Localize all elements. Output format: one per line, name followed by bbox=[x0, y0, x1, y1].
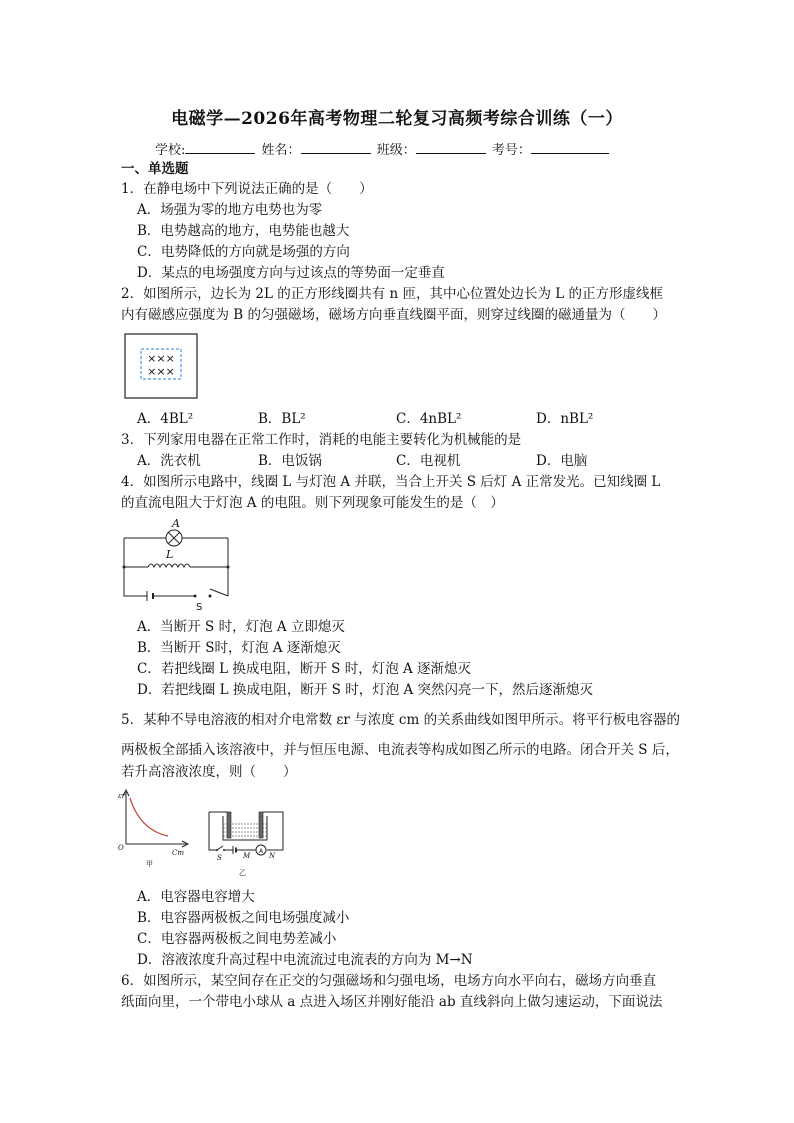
q4-option-d[interactable]: D．若把线圈 L 换成电阻，断开 S 时，灯泡 A 突然闪亮一下，然后逐渐熄灭 bbox=[137, 682, 594, 698]
q4-circuit-figure bbox=[120, 516, 232, 612]
name-label: 姓名： bbox=[261, 143, 301, 158]
q5-stem-line3: 若升高溶液浓度，则（ ） bbox=[121, 764, 297, 780]
q2-stem-line1: 2．如图所示，边长为 2L 的正方形线圈共有 n 匝，其中心位置处边长为 L 的正方形虚线框 bbox=[121, 286, 664, 302]
q4-switch-label: S bbox=[196, 602, 203, 613]
q3-option-a[interactable]: A．洗衣机 bbox=[137, 453, 201, 469]
q2-coil-figure bbox=[124, 333, 198, 399]
q1-option-c[interactable]: C．电势降低的方向就是场强的方向 bbox=[137, 244, 350, 260]
q2-option-b[interactable]: B．BL² bbox=[258, 411, 306, 427]
q5-option-a[interactable]: A．电容器电容增大 bbox=[137, 889, 255, 905]
q4-coil-icon bbox=[148, 564, 190, 567]
school-blank[interactable] bbox=[185, 140, 255, 154]
q1-option-d[interactable]: D．某点的电场强度方向与过该点的等势面一定垂直 bbox=[137, 265, 445, 281]
q5-axis-origin: O bbox=[118, 844, 124, 852]
q4-option-c[interactable]: C．若把线圈 L 换成电阻，断开 S 时，灯泡 A 逐渐熄灭 bbox=[137, 661, 472, 677]
q5-fig-jia-caption: 甲 bbox=[146, 860, 153, 868]
q1-stem: 1．在静电场中下列说法正确的是（ ） bbox=[121, 181, 373, 197]
q5-option-b[interactable]: B．电容器两极板之间电场强度减小 bbox=[137, 910, 350, 926]
q5-plate-left bbox=[227, 812, 231, 838]
q6-stem-line1: 6．如图所示，某空间存在正交的匀强磁场和匀强电场，电场方向水平向右，磁场方向垂直 bbox=[121, 973, 657, 989]
q5-option-d[interactable]: D．溶液浓度升高过程中电流流过电流表的方向为 M→N bbox=[137, 952, 473, 968]
svg-text:A: A bbox=[258, 848, 264, 855]
q2-field-marks-row1: ××× bbox=[147, 352, 175, 365]
q4-lamp-label: A bbox=[172, 517, 180, 530]
q4-switch-blade bbox=[210, 589, 228, 596]
q5-plate-right bbox=[259, 812, 263, 838]
q3-option-d[interactable]: D．电脑 bbox=[536, 453, 588, 469]
q6-stem-line2: 纸面向里，一个带电小球从 a 点进入场区并刚好能沿 ab 直线斜向上做匀速运动，下面说法 bbox=[121, 994, 663, 1010]
q5-curve bbox=[130, 798, 168, 836]
q3-option-b[interactable]: B．电饭锅 bbox=[258, 453, 322, 469]
q5-circuit-yi bbox=[203, 800, 287, 880]
q5-option-c[interactable]: C．电容器两极板之间电势差减小 bbox=[137, 931, 337, 947]
q1-option-a[interactable]: A．场强为零的地方电势也为零 bbox=[137, 202, 323, 218]
q2-option-a[interactable]: A．4BL² bbox=[137, 411, 194, 427]
class-label: 班级： bbox=[376, 143, 416, 158]
name-blank[interactable] bbox=[301, 140, 371, 154]
q5-axis-x-label: Cm bbox=[172, 849, 184, 857]
q3-stem: 3．下列家用电器在正常工作时，消耗的电能主要转化为机械能的是 bbox=[121, 432, 522, 448]
school-label: 学校: bbox=[155, 143, 186, 158]
q5-fig-yi-caption: 乙 bbox=[239, 869, 246, 877]
q2-stem-line2: 内有磁感应强度为 B 的匀强磁场，磁场方向垂直线圈平面，则穿过线圈的磁通量为（ ） bbox=[121, 307, 667, 323]
q4-coil-label: L bbox=[166, 548, 174, 561]
q5-stem-line2: 两极板全部插入该溶液中，并与恒压电源、电流表等构成如图乙所示的电路。闭合开关 S 后， bbox=[121, 742, 679, 758]
q5-stem-line1: 5．某种不导电溶液的相对介电常数 εr 与浓度 cm 的关系曲线如图甲所示。将平行板电容器的 bbox=[121, 712, 681, 728]
q4-stem-line1: 4．如图所示电路中，线圈 L 与灯泡 A 并联，当合上开关 S 后灯 A 正常发光。已知线圈 L bbox=[121, 474, 661, 490]
q4-stem-line2: 的直流电阻大于灯泡 A 的电阻。则下列现象可能发生的是（ ） bbox=[121, 495, 504, 511]
q3-option-c[interactable]: C．电视机 bbox=[396, 453, 461, 469]
q5-point-n: N bbox=[269, 852, 276, 860]
q2-option-d[interactable]: D．nBL² bbox=[536, 411, 594, 427]
q5-switch-label: S bbox=[217, 854, 222, 862]
class-blank[interactable] bbox=[416, 140, 486, 154]
q5-axis-y-label: εr bbox=[118, 792, 126, 800]
exam-no-blank[interactable] bbox=[531, 140, 609, 154]
q1-option-b[interactable]: B．电势越高的地方，电势能也越大 bbox=[137, 223, 350, 239]
section-heading: 一、单选题 bbox=[121, 161, 189, 177]
q4-option-b[interactable]: B．当断开 S时，灯泡 A 逐渐熄灭 bbox=[137, 640, 341, 656]
q4-option-a[interactable]: A．当断开 S 时，灯泡 A 立即熄灭 bbox=[137, 619, 345, 635]
q2-field-marks-row2: ××× bbox=[147, 365, 175, 378]
q5-graph-jia bbox=[116, 788, 192, 868]
q2-option-c[interactable]: C．4nBL² bbox=[396, 411, 462, 427]
student-info-row bbox=[155, 139, 611, 158]
page-title: 电磁学—2026年高考物理二轮复习高频考综合训练（一） bbox=[171, 109, 623, 129]
exam-no-label: 考号： bbox=[491, 143, 531, 158]
q5-point-m: M bbox=[243, 852, 251, 860]
